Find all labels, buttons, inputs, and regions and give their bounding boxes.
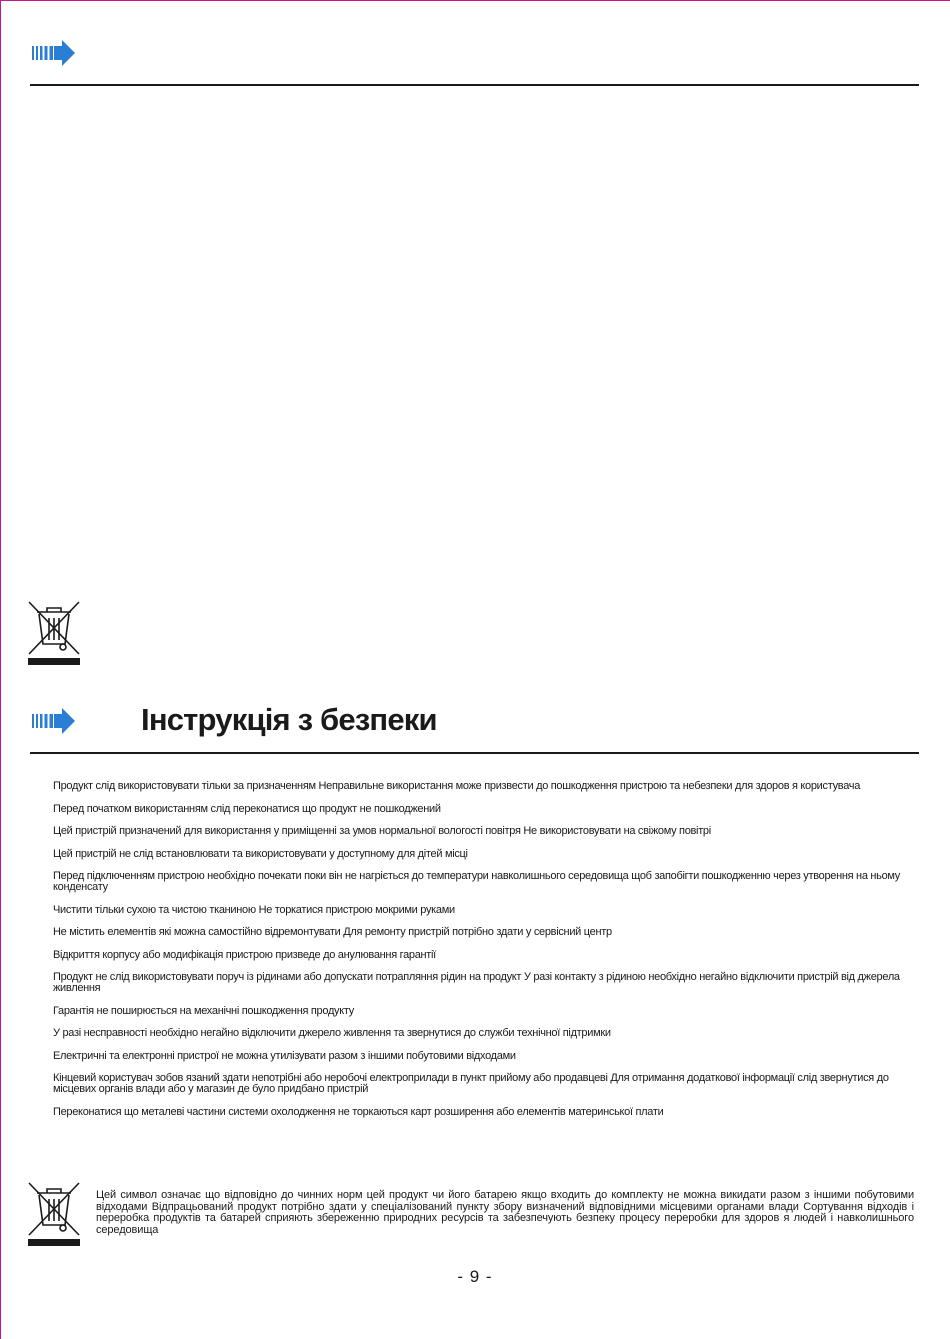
crossed-out-wheelie-bin-icon (27, 600, 81, 666)
weee-notice: Цей символ означає що відповідно до чинних норм цей продукт чи його батарею якщо входить до комплекту не можна викидати разом з іншими побутовими відходами Відпрацьований продукт потрібно здати у спеціалізований пункту збору визначений відповідними місцевими органами влади Сортування відходів і переробка продуктів та батарей сприяють збереженню природних ресурсів та забезпечують безпеку процесу переробки для здоров я людей і навколишнього середовища (96, 1189, 914, 1236)
list-item: Чистити тільки сухою та чистою тканиною Не торкатися пристрою мокрими руками (53, 903, 455, 916)
list-item: Перед початком використанням слід переконатися що продукт не пошкоджений (53, 802, 441, 815)
page-number: - 9 - (457, 1267, 493, 1286)
page-edge-left (0, 0, 1, 1339)
list-item: Продукт не слід використовувати поруч із рідинами або допускати потрапляння рідин на продукт У разі контакту з рідиною необхідно негайно відключити пристрій від джерела живлення (53, 971, 900, 994)
crossed-out-wheelie-bin-icon (27, 1181, 81, 1247)
list-item: Відкриття корпусу або модифікація пристрою призведе до анулювання гарантії (53, 948, 436, 961)
section-title: Інструкція з безпеки (141, 702, 437, 737)
arrow-right-icon (30, 708, 76, 734)
list-item: Електричні та електронні пристрої не можна утилізувати разом з іншими побутовими відходами (53, 1049, 516, 1062)
list-item: Цей пристрій призначений для використання у приміщенні за умов нормальної вологості повітря Не використовувати на свіжому повітрі (53, 825, 711, 837)
section-rule (30, 752, 919, 754)
header-rule (30, 84, 919, 86)
list-item: Продукт слід використовувати тільки за призначенням Неправильне використання може призвести до пошкодження пристрою та небезпеки для здоров я користувача (53, 780, 861, 792)
list-item: У разі несправності необхідно негайно відключити джерело живлення та звернутися до служби технічної підтримки (53, 1027, 611, 1039)
list-item: Перед підключенням пристрою необхідно почекати поки він не нагріється до температури навколишнього середовища щоб запобігти пошкодженню через утворення на ньому конденсату (53, 870, 901, 893)
list-item: Не містить елементів які можна самостійно відремонтувати Для ремонту пристрій потрібно здати у сервісний центр (53, 926, 612, 938)
arrow-right-icon (30, 40, 76, 66)
list-item: Переконатися що металеві частини системи охолодження не торкаються карт розширення або елементів материнської плати (53, 1105, 664, 1118)
page-edge-top (0, 0, 950, 1)
list-item: Гарантія не поширюється на механічні пошкодження продукту (53, 1004, 354, 1017)
list-item: Цей пристрій не слід встановлювати та використовувати у доступному для дітей місці (53, 847, 468, 860)
list-item: Кінцевий користувач зобов язаний здати непотрібні або неробочі електроприлади в пункт прийому або продавцеві Для отримання додаткової інформації слід звернутися до місцевих органів влади або у магазин де було придбано пристрій (53, 1072, 889, 1095)
safety-instructions-list (53, 781, 913, 1129)
